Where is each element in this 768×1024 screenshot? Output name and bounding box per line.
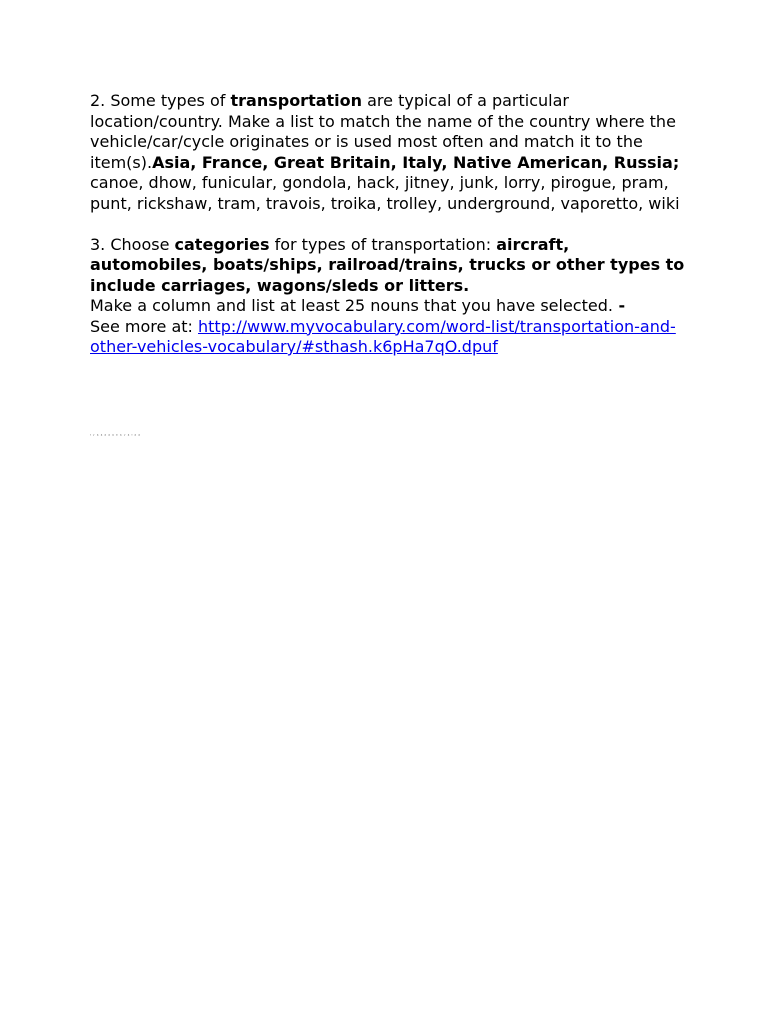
item-2-body: are typical of a particular location/country. Make a list to match the name of the country where the vehicle/car/cycle originates or is used most often and match it to the item(s). <box>90 91 676 172</box>
document-body <box>90 91 690 358</box>
vocabulary-source-link[interactable]: http://www.myvocabulary.com/word-list/transportation-and-other-vehicles-vocabulary/#sthash.k6pHa7qO.dpuf <box>90 316 676 356</box>
item-2-bold-word: transportation <box>230 91 363 110</box>
item-3-lead: 3. Choose <box>90 234 175 254</box>
item-2-vehicle-list: canoe, dhow, funicular, gondola, hack, jitney, junk, lorry, pirogue, pram, punt, rickshaw, tram, travois, troika, trolley, underground, vaporetto, wiki <box>90 173 680 213</box>
see-more-dash: - <box>612 296 626 315</box>
item-3-categories: aircraft, automobiles, boats/ships, railroad/trains, trucks or other types to include carriages, wagons/sleds or litters. <box>90 234 685 295</box>
footer-tiny-text: ˡ ᵛ ᵃ ᵃ ᵃ ᵃ ᵃ ᵉ ᵃ ᵛ ᵃ ˡ ᵃ ᵃ <box>90 433 141 438</box>
paragraph-gap <box>90 214 690 235</box>
item-3-instruction-paragraph <box>90 296 690 358</box>
item-3-bold-word: categories <box>174 234 270 254</box>
item-2-countries: Asia, France, Great Britain, Italy, Native American, Russia; <box>152 152 680 172</box>
item-3-instruction: Make a column and list at least 25 nouns that you have selected. <box>90 296 613 315</box>
see-more-label: See more at: <box>90 316 199 336</box>
item-3-body: for types of transportation: <box>269 234 497 254</box>
item-3-paragraph <box>90 235 690 297</box>
item-2-lead: 2. Some types of <box>90 91 231 110</box>
item-2-paragraph <box>90 91 690 173</box>
